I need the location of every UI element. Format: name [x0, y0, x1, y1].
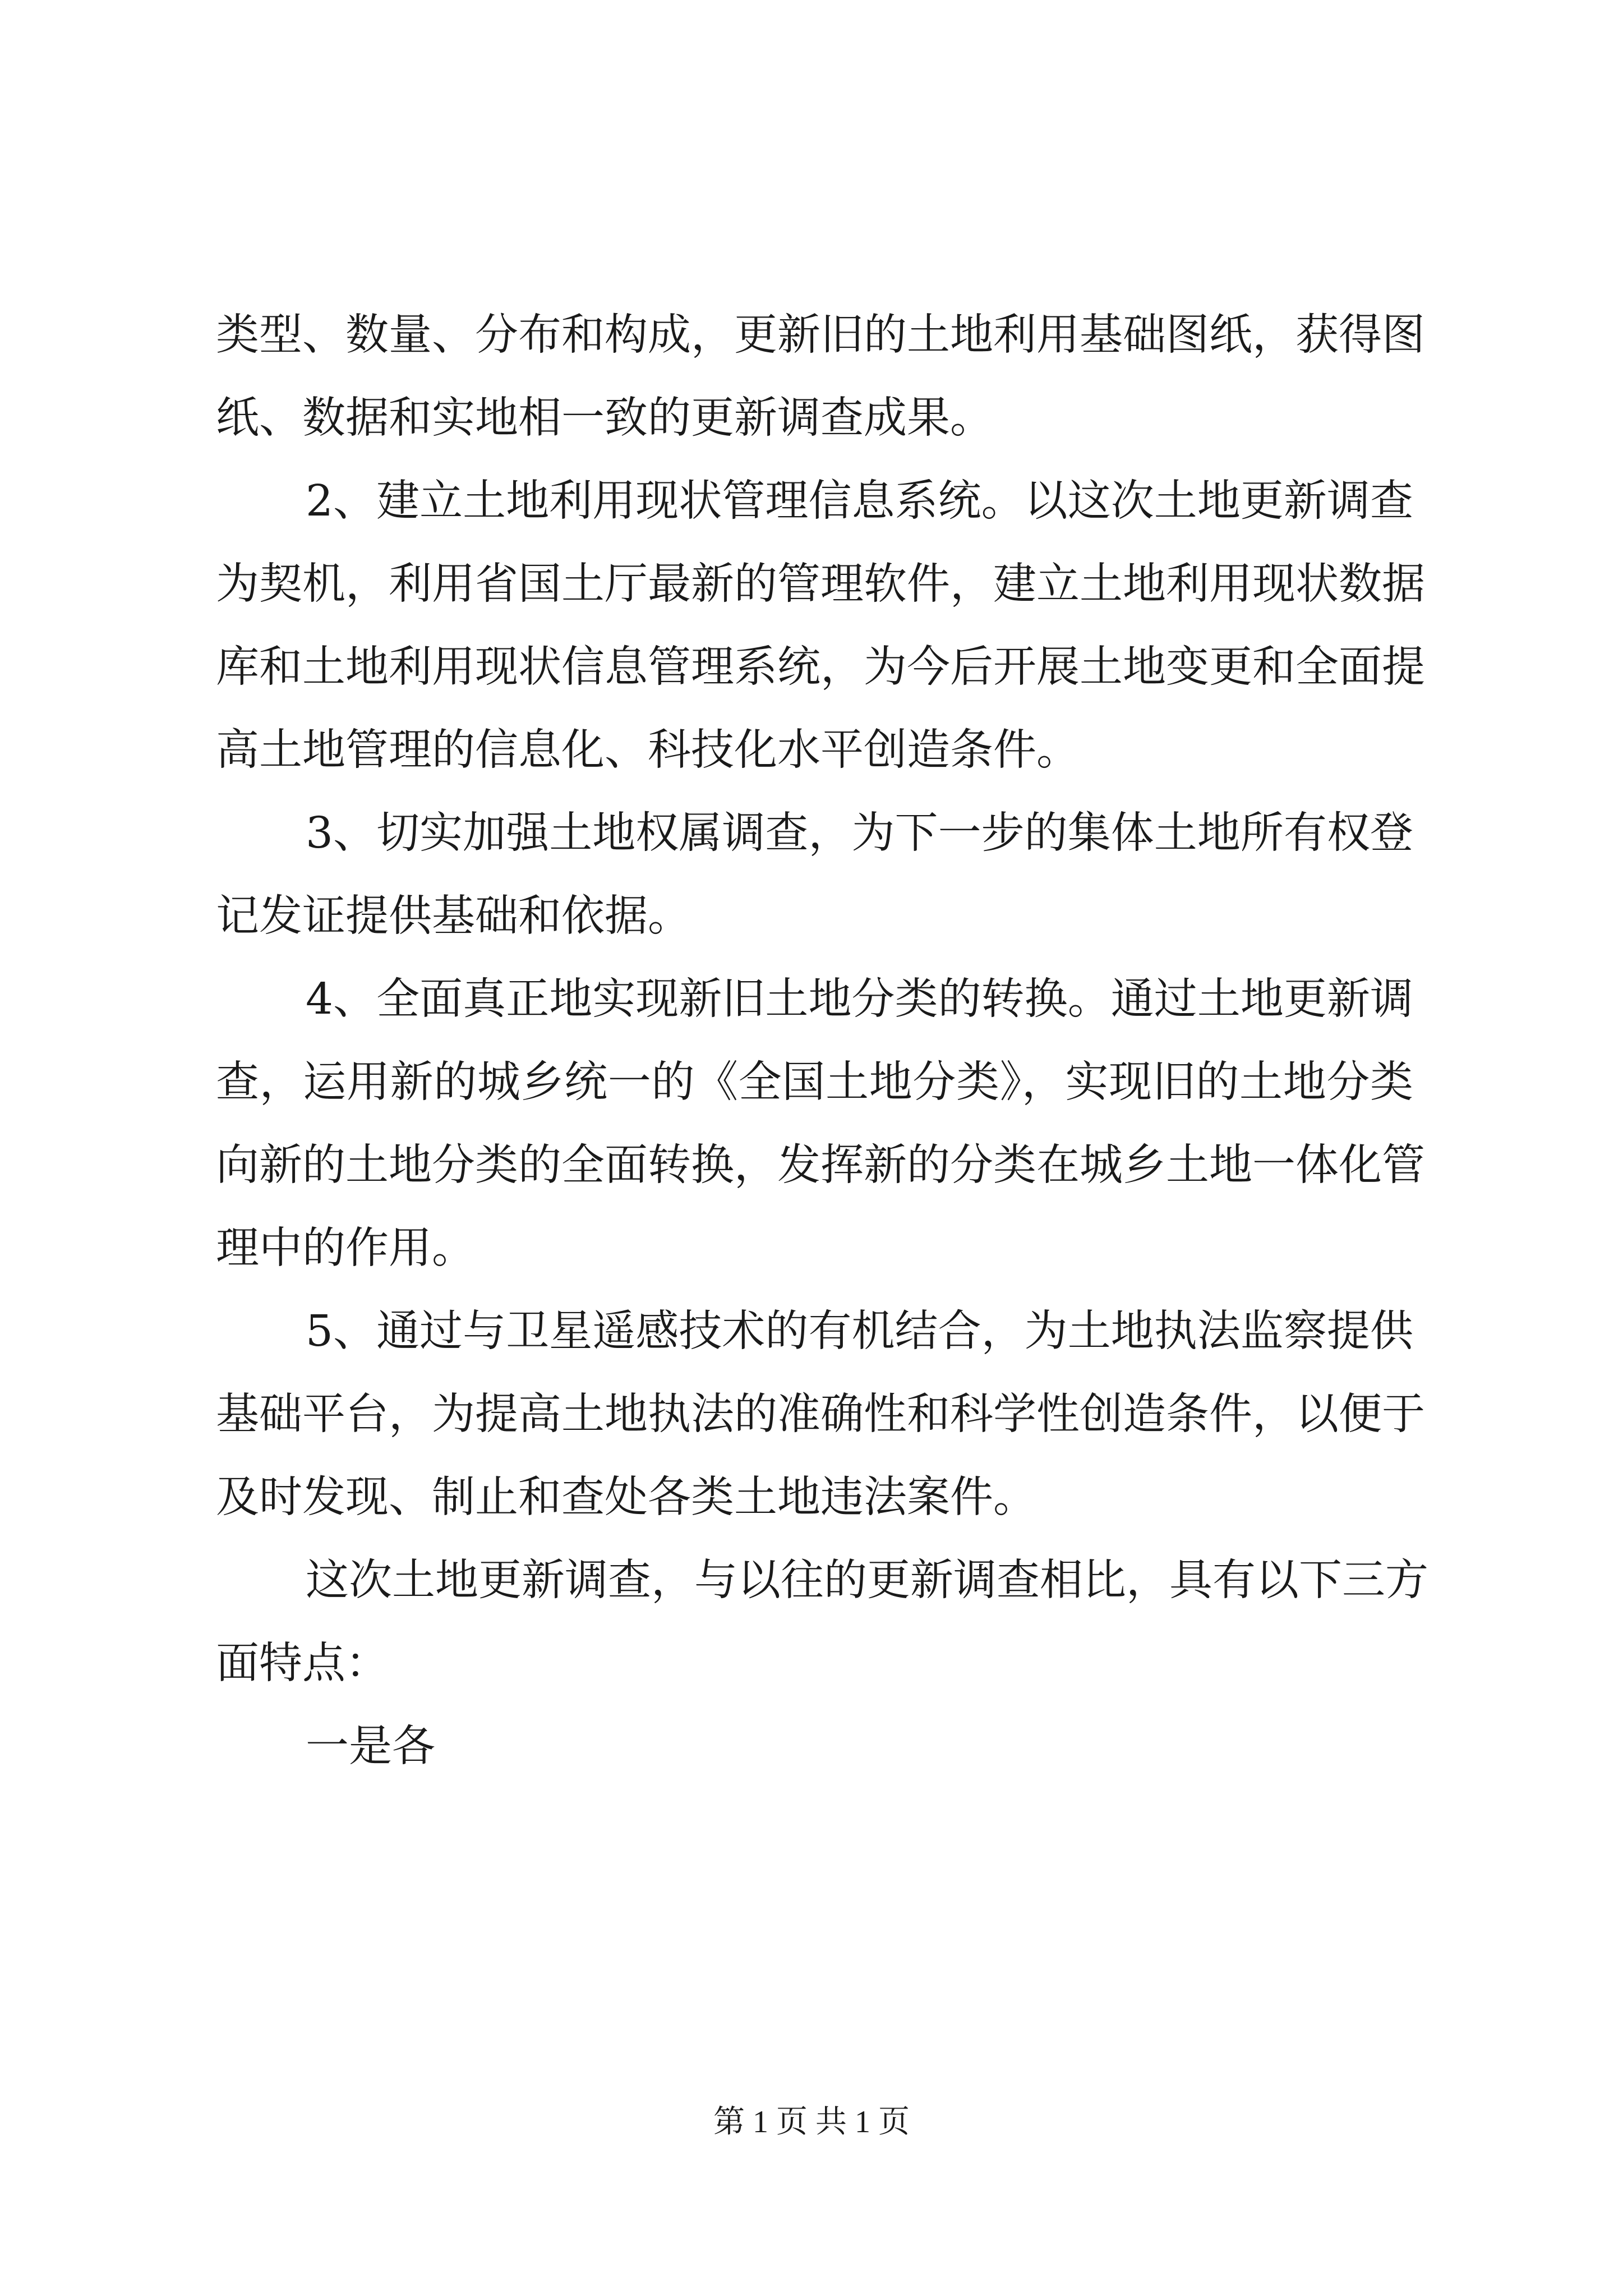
paragraph-line: 查，运用新的城乡统一的《全国土地分类》，实现旧的土地分类 [216, 1057, 1413, 1107]
paragraph-line: 面特点： [216, 1639, 389, 1688]
page-number-footer: 第 1 页 共 1 页 [713, 2105, 910, 2139]
paragraph-line: 这次土地更新调查，与以往的更新调查相比，具有以下三方 [306, 1556, 1428, 1605]
paragraph-line: 5、通过与卫星遥感技术的有机结合，为土地执法监察提供 [306, 1306, 1413, 1356]
paragraph-line: 纸、数据和实地相一致的更新调查成果。 [216, 393, 993, 443]
paragraph-line: 向新的土地分类的全面转换，发挥新的分类在城乡土地一体化管 [216, 1140, 1425, 1190]
paragraph-line: 及时发现、制止和查处各类土地违法案件。 [216, 1473, 1036, 1522]
paragraph-line: 库和土地利用现状信息管理系统，为今后开展土地变更和全面提 [216, 642, 1425, 692]
paragraph-line: 理中的作用。 [216, 1223, 475, 1273]
paragraph-line: 一是各 [306, 1722, 435, 1772]
paragraph-line: 记发证提供基础和依据。 [216, 891, 691, 941]
paragraph-line: 4、全面真正地实现新旧土地分类的转换。通过土地更新调 [306, 974, 1413, 1024]
paragraph-line: 类型、数量、分布和构成，更新旧的土地利用基础图纸，获得图 [216, 310, 1425, 360]
paragraph-line: 高土地管理的信息化、科技化水平创造条件。 [216, 725, 1080, 775]
paragraph-line: 基础平台，为提高土地执法的准确性和科学性创造条件，以便于 [216, 1389, 1425, 1439]
paragraph-line: 2、建立土地利用现状管理信息系统。以这次土地更新调查 [306, 476, 1413, 526]
paragraph-line: 3、切实加强土地权属调查，为下一步的集体土地所有权登 [306, 808, 1413, 858]
paragraph-line: 为契机，利用省国土厅最新的管理软件，建立土地利用现状数据 [216, 559, 1425, 609]
